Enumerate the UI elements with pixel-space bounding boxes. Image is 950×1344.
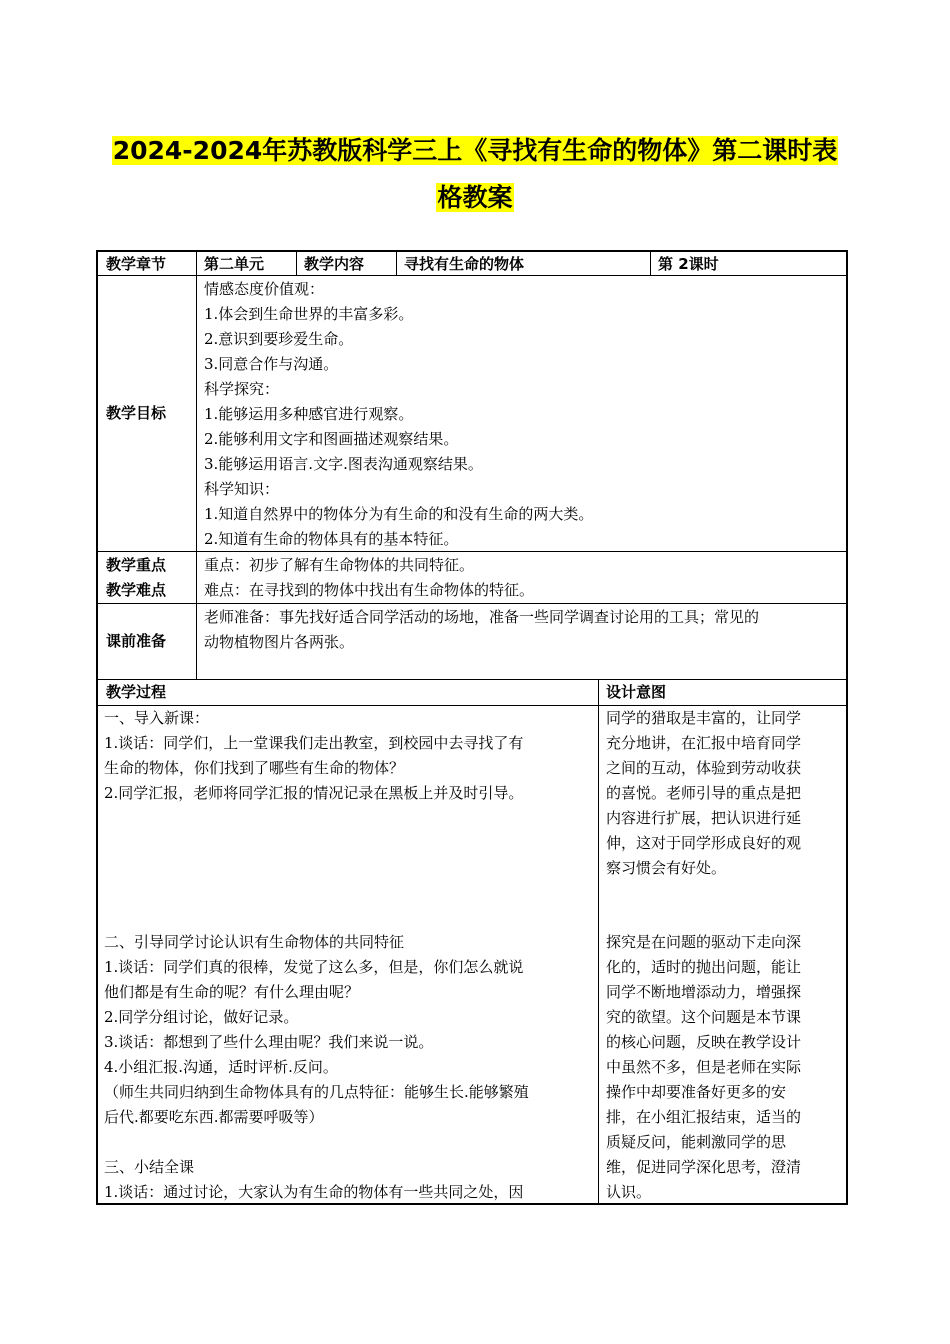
- process-line: 4.小组汇报.沟通，适时评析.反问。: [104, 1058, 338, 1076]
- process-line: 他们都是有生命的呢？有什么理由呢？: [104, 983, 360, 1001]
- intent-line: 充分地讲，在汇报中培育同学: [606, 734, 802, 752]
- process-line: 二、引导同学讨论认识有生命物体的共同特征: [104, 933, 405, 951]
- intent-line: 质疑反问，能刺激同学的思: [606, 1133, 787, 1151]
- table-divider-vertical: [196, 250, 197, 680]
- goals-content: [204, 277, 840, 552]
- chapter-label: 教学章节: [106, 255, 167, 273]
- goals-line: 1.能够运用多种感官进行观察。: [204, 405, 414, 423]
- goals-line: 3.同意合作与沟通。: [204, 355, 339, 373]
- table-divider: [96, 679, 847, 680]
- table-divider-vertical: [296, 250, 297, 276]
- goals-line: 情感态度价值观：: [204, 280, 325, 298]
- document-title-line-2: 格教案: [437, 183, 513, 212]
- process-line: [104, 1130, 594, 1155]
- process-line: 3.谈话：都想到了些什么理由呢？我们来说一说。: [104, 1033, 434, 1051]
- goals-line: 科学探究：: [204, 380, 280, 398]
- intent-line: 维，促进同学深化思考，澄清: [606, 1158, 802, 1176]
- process-line: 一、导入新课：: [104, 709, 210, 727]
- goals-label: 教学目标: [106, 404, 167, 422]
- goals-line: 2.意识到要珍爱生命。: [204, 330, 354, 348]
- intent-line: 的喜悦。老师引导的重点是把: [606, 784, 802, 802]
- process-line: 生命的物体，你们找到了哪些有生命的物体？: [104, 759, 405, 777]
- process-line: 1.谈话：通过讨论，大家认为有生命的物体有一些共同之处，因: [104, 1183, 524, 1201]
- intent-line: 内容进行扩展，把认识进行延: [606, 809, 802, 827]
- period-value: 第 2课时: [658, 255, 719, 273]
- process-line: 2.同学汇报，老师将同学汇报的情况记录在黑板上并及时引导。: [104, 784, 524, 802]
- intent-line: 排，在小组汇报结束，适当的: [606, 1108, 802, 1126]
- process-line: 1.谈话：同学们，上一堂课我们走出教室，到校园中去寻找了有: [104, 734, 524, 752]
- table-divider-vertical: [598, 679, 599, 1204]
- key-point-label: 教学重点: [106, 556, 167, 574]
- intent-line: 察习惯会有好处。: [606, 859, 727, 877]
- intent-line: 同学不断地增添动力，增强探: [606, 983, 802, 1001]
- key-point-text: 重点：初步了解有生命物体的共同特征。: [204, 556, 475, 574]
- goals-line: 1.体会到生命世界的丰富多彩。: [204, 305, 414, 323]
- content-label: 教学内容: [304, 255, 365, 273]
- intent-section-1: [606, 706, 842, 881]
- table-divider-vertical: [650, 250, 651, 276]
- process-label: 教学过程: [106, 683, 167, 701]
- table-border-right: [846, 250, 848, 1205]
- goals-line: 2.知道有生命的物体具有的基本特征。: [204, 530, 459, 548]
- prep-label: 课前准备: [106, 632, 167, 650]
- process-section-2: [104, 930, 594, 1205]
- table-border-left: [96, 250, 98, 1205]
- process-line: 1.谈话：同学们真的很棒，发觉了这么多，但是，你们怎么就说: [104, 958, 524, 976]
- intent-line: 化的，适时的抛出问题，能让: [606, 958, 802, 976]
- goals-line: 科学知识：: [204, 480, 280, 498]
- intent-line: 探究是在问题的驱动下走向深: [606, 933, 802, 951]
- intent-section-2: [606, 930, 842, 1205]
- prep-text-line-1: 老师准备：事先找好适合同学活动的场地，准备一些同学调查讨论用的工具；常见的: [204, 608, 760, 626]
- goals-line: 1.知道自然界中的物体分为有生命的和没有生命的两大类。: [204, 505, 594, 523]
- intent-line: 操作中却要准备好更多的安: [606, 1083, 787, 1101]
- difficult-point-text: 难点：在寻找到的物体中找出有生命物体的特征。: [204, 581, 535, 599]
- process-line: （师生共同归纳到生命物体具有的几点特征：能够生长.能够繁殖: [104, 1083, 529, 1101]
- difficult-point-label: 教学难点: [106, 581, 167, 599]
- document-title-line-1: 2024-2024年苏教版科学三上《寻找有生命的物体》第二课时表: [112, 136, 838, 165]
- table-divider-vertical: [396, 250, 397, 276]
- intent-line: 中虽然不多，但是老师在实际: [606, 1058, 802, 1076]
- intent-line: 同学的猎取是丰富的，让同学: [606, 709, 802, 727]
- intent-line: 的核心问题，反映在教学设计: [606, 1033, 802, 1051]
- intent-line: 之间的互动，体验到劳动收获: [606, 759, 802, 777]
- process-line: 后代.都要吃东西.都需要呼吸等）: [104, 1108, 324, 1126]
- goals-line: 2.能够利用文字和图画描述观察结果。: [204, 430, 459, 448]
- goals-line: 3.能够运用语言.文字.图表沟通观察结果。: [204, 455, 483, 473]
- process-line: 2.同学分组讨论，做好记录。: [104, 1008, 299, 1026]
- prep-text-line-2: 动物植物图片各两张。: [204, 633, 355, 651]
- process-section-1: [104, 706, 594, 806]
- intent-line: 究的欲望。这个问题是本节课: [606, 1008, 802, 1026]
- intent-label: 设计意图: [606, 683, 667, 701]
- process-line: 三、小结全课: [104, 1158, 195, 1176]
- intent-line: 伸，这对于同学形成良好的观: [606, 834, 802, 852]
- table-divider: [96, 603, 847, 604]
- intent-line: 认识。: [606, 1183, 652, 1201]
- content-value: 寻找有生命的物体: [404, 255, 525, 273]
- chapter-value: 第二单元: [204, 255, 265, 273]
